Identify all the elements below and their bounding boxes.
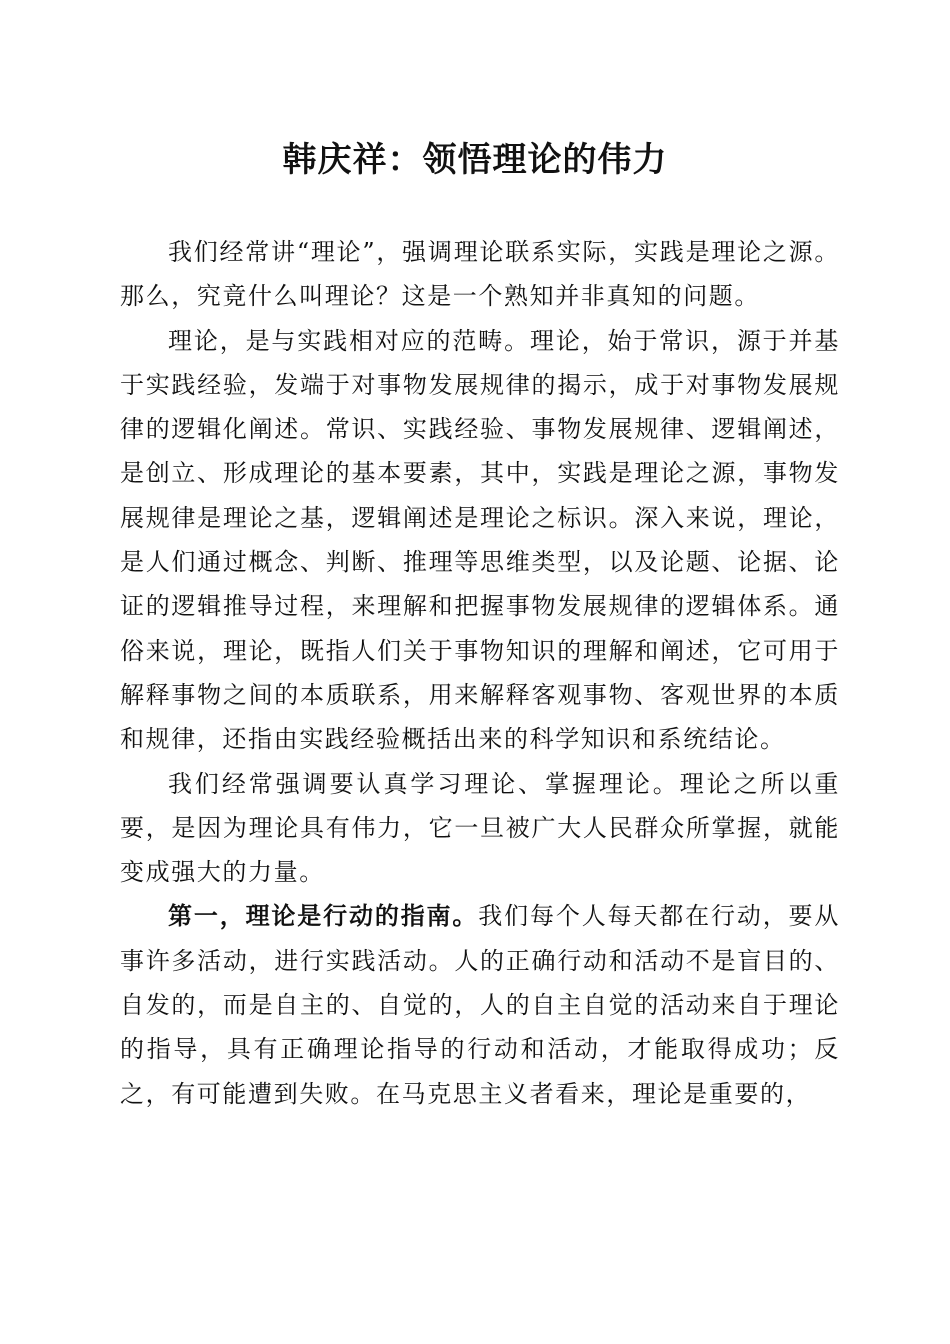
paragraph-first-point (120, 894, 840, 1115)
paragraph-importance: 我们经常强调要认真学习理论、掌握理论。理论之所以重要，是因为理论具有伟力，它一旦被广大人民群众所掌握，就能变成强大的力量。 (120, 769, 840, 887)
article-body (120, 230, 840, 1116)
first-point-text: 我们每个人每天都在行动，要从事许多活动，进行实践活动。人的正确行动和活动不是盲目的、自发的，而是自主的、自觉的，人的自主自觉的活动来自于理论的指导，具有正确理论指导的行动和活动，才能取得成功；反之，有可能遭到失败。在马克思主义者看来，理论是重要的， (120, 902, 841, 1108)
first-point-heading: 第一，理论是行动的指南。 (168, 901, 479, 931)
paragraph-definition: 理论，是与实践相对应的范畴。理论，始于常识，源于并基于实践经验，发端于对事物发展规律的揭示，成于对事物发展规律的逻辑化阐述。常识、实践经验、事物发展规律、逻辑阐述，是创立、形成理论的基本要素，其中，实践是理论之源，事物发展规律是理论之基，逻辑阐述是理论之标识。深入来说，理论，是人们通过概念、判断、推理等思维类型，以及论题、论据、论证的逻辑推导过程，来理解和把握事物发展规律的逻辑体系。通俗来说，理论，既指人们关于事物知识的理解和阐述，它可用于解释事物之间的本质联系，用来解释客观事物、客观世界的本质和规律，还指由实践经验概括出来的科学知识和系统结论。 (120, 326, 840, 754)
paragraph-intro: 我们经常讲“理论”，强调理论联系实际，实践是理论之源。那么，究竟什么叫理论？这是一个熟知并非真知的问题。 (120, 238, 840, 311)
article-title: 韩庆祥：领悟理论的伟力 (282, 140, 668, 180)
